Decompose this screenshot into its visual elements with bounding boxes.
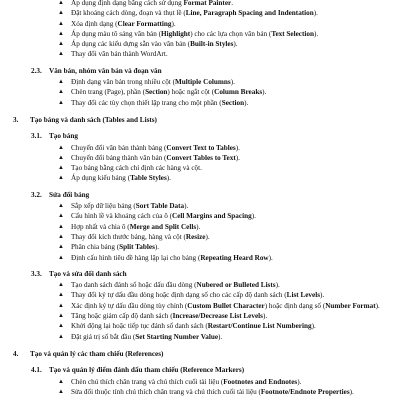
text-run: Chèn trang (Page), phần ( (71, 88, 146, 97)
text-run: ). (171, 19, 176, 28)
triangle-bullet-icon: ▲ (58, 333, 64, 340)
bold-term: Custom Bullet Character (187, 301, 265, 310)
list-item (58, 242, 399, 252)
text-run: ) hoặc định dạng số ( (264, 301, 326, 310)
section-number: 3.2. (31, 190, 42, 199)
subsection-heading (0, 66, 400, 76)
list-item (58, 290, 399, 300)
text-run: ). (320, 291, 325, 300)
text-run: Phân chia bảng ( (71, 243, 120, 252)
text-run: ). (154, 243, 160, 252)
list-item (58, 253, 399, 263)
text-run: Áp dụng định dạng bằng cách sử dụng (71, 0, 184, 7)
list-item (58, 153, 399, 163)
text-run: Tăng hoặc giảm cấp độ danh sách ( (71, 312, 173, 321)
bold-term: Format Painter (183, 0, 232, 7)
triangle-bullet-icon: ▲ (58, 223, 64, 230)
triangle-bullet-icon: ▲ (58, 323, 64, 330)
bold-term: Cell Margins and Spacing (172, 212, 252, 221)
text-run: Áp dụng màu tô sáng văn bản ( (71, 29, 162, 38)
list-item (58, 49, 399, 59)
text-run: ). (313, 29, 319, 38)
text-run: Khởi động lại hoặc tiếp tục đánh số danh sách ( (71, 322, 208, 331)
text-run: Áp dụng các kiểu dựng sẵn vào văn bản ( (71, 40, 191, 49)
text-run: Thay đổi kích thước bảng, hàng và cột ( (71, 232, 186, 241)
list-item (58, 211, 399, 221)
text-run: ) hoặc ngắt cột ( (167, 88, 215, 97)
section-title: Tạo bảng và danh sách (Tables and Lists) (30, 115, 157, 124)
text-run: Định cấu hình tiêu đề hàng lặp lại cho bảng ( (71, 253, 201, 262)
text-run: Định dạng văn bản trong nhiều cột ( (71, 78, 175, 87)
text-run: Chèn chú thích chân trang và chú thích cuối tài liệu ( (71, 377, 224, 386)
text-run: Thay đổi các tùy chọn thiết lập trang cho một phần ( (71, 98, 222, 107)
bold-term: Number Format (325, 301, 376, 310)
bold-term: Sort Table Data (135, 202, 185, 211)
triangle-bullet-icon: ▲ (58, 20, 64, 27)
text-run: Sắp xếp dữ liệu bảng ( (71, 202, 136, 211)
list-item (58, 377, 399, 387)
triangle-bullet-icon: ▲ (58, 388, 64, 395)
list-item (58, 232, 399, 242)
triangle-bullet-icon: ▲ (58, 302, 64, 309)
text-run: ). (205, 232, 210, 241)
text-run: Hợp nhất và chia ô ( (71, 222, 130, 231)
section-title: Văn bản, nhóm văn bản và đoạn văn (49, 66, 162, 75)
text-run: ). (262, 88, 267, 97)
triangle-bullet-icon: ▲ (58, 244, 64, 251)
text-run: Thay đổi văn bản thành WordArt. (71, 50, 168, 59)
section-title: Tạo và sửa đổi danh sách (49, 269, 127, 278)
bold-term: List Levels (286, 291, 321, 300)
text-run: . (231, 0, 233, 7)
list-item (58, 201, 399, 211)
text-run: Chuyển đổi văn bản thành bảng ( (71, 143, 167, 152)
section-number: 4. (13, 349, 19, 358)
bold-term: Section (145, 88, 168, 97)
bold-term: Clear Formatting (117, 19, 172, 28)
triangle-bullet-icon: ▲ (58, 233, 64, 240)
text-run: ). (313, 9, 318, 18)
bold-term: Merge and Split Cells (129, 222, 197, 231)
bold-term: Footnote/Endnote Properties (260, 387, 350, 396)
text-run: Sửa đổi thuộc tính chú thích chân trang và chú thích cuối tài liệu ( (71, 387, 261, 396)
text-run: ). (275, 281, 280, 290)
list-item (58, 39, 399, 49)
list-item (58, 98, 399, 108)
text-run: Tạo bảng bằng cách chỉ định các hàng và cột. (71, 164, 202, 173)
list-item (58, 0, 399, 8)
bold-term: Multiple Columns (175, 78, 231, 87)
text-run: ). (268, 253, 273, 262)
section-number: 3. (13, 115, 19, 124)
triangle-bullet-icon: ▲ (58, 144, 64, 151)
triangle-bullet-icon: ▲ (58, 89, 64, 96)
list-item (58, 143, 399, 153)
list-item (58, 173, 399, 183)
list-item (58, 387, 399, 397)
bold-term: Nubered or Bulleted Lists (196, 281, 276, 290)
section-number: 2.3. (31, 66, 42, 75)
list-item (58, 29, 399, 39)
text-run: ). (311, 322, 316, 331)
bold-term: Table Styles (130, 174, 167, 183)
bold-term: Text Selection (271, 29, 314, 38)
bold-term: Resize (185, 232, 206, 241)
bold-term: Restart/Continue List Numbering (207, 322, 312, 331)
bold-term: Split Tables (119, 243, 155, 252)
list-item (58, 77, 399, 87)
list-item (58, 8, 399, 18)
subsection-heading (0, 269, 400, 279)
subsection-heading (0, 365, 400, 375)
bold-term: Footnotes and Endnotes (223, 377, 298, 386)
text-run: Xác định ký tự dấu đầu dòng tùy chỉnh ( (71, 301, 188, 310)
text-run: ). (349, 387, 354, 396)
text-run: ). (262, 312, 268, 321)
text-run: Chuyển đổi bảng thành văn bản ( (71, 153, 167, 162)
list-item (58, 321, 399, 331)
text-run: ) cho các lựa chọn văn bản ( (190, 29, 272, 38)
list-item (58, 19, 399, 29)
section-number: 4.1. (31, 366, 42, 375)
section-title: Sửa đổi bảng (49, 190, 90, 199)
triangle-bullet-icon: ▲ (58, 30, 64, 37)
triangle-bullet-icon: ▲ (58, 313, 64, 320)
section-heading (0, 115, 400, 125)
text-run: ). (230, 78, 235, 87)
text-run: ). (196, 222, 201, 231)
triangle-bullet-icon: ▲ (58, 79, 64, 86)
section-title: Tạo bảng (49, 132, 78, 141)
list-item (58, 280, 399, 290)
text-run: ). (251, 212, 256, 221)
triangle-bullet-icon: ▲ (58, 378, 64, 385)
bold-term: Set Starting Number Value (135, 332, 219, 341)
bold-term: Convert Tables to Text (166, 153, 236, 162)
bold-term: Repeating Heard Row (200, 253, 269, 262)
triangle-bullet-icon: ▲ (58, 165, 64, 172)
section-title: Tạo và quản lý các tham chiếu (References) (30, 349, 164, 358)
section-heading (0, 349, 400, 359)
triangle-bullet-icon: ▲ (58, 203, 64, 210)
list-item (58, 222, 399, 232)
triangle-bullet-icon: ▲ (58, 99, 64, 106)
text-run: ). (297, 377, 302, 386)
bold-term: Column Breaks (214, 88, 263, 97)
bold-term: Built-in Styles (190, 40, 234, 49)
triangle-bullet-icon: ▲ (58, 51, 64, 58)
triangle-bullet-icon: ▲ (58, 175, 64, 182)
list-item (58, 301, 399, 311)
text-run: ). (218, 332, 223, 341)
text-run: ). (166, 174, 171, 183)
section-number: 3.3. (31, 269, 42, 278)
text-run: Đặt khoảng cách dòng, đoạn và thụt lề ( (71, 9, 186, 18)
bold-term: Highlight (161, 29, 191, 38)
list-item (58, 311, 399, 321)
triangle-bullet-icon: ▲ (58, 282, 64, 289)
bold-term: Increase/Decrease List Levels (172, 312, 263, 321)
triangle-bullet-icon: ▲ (58, 292, 64, 299)
text-run: ). (375, 301, 380, 310)
text-run: ). (235, 153, 240, 162)
triangle-bullet-icon: ▲ (58, 41, 64, 48)
bold-term: Line, Paragraph Spacing and Indentation (185, 9, 314, 18)
text-run: ). (244, 98, 249, 107)
list-item (58, 332, 399, 342)
text-run: ). (235, 143, 240, 152)
text-run: Thay đổi ký tự dấu đầu dòng hoặc định dạng số cho các cấp độ danh sách ( (71, 291, 287, 300)
text-run: Tạo danh sách đánh số hoặc dấu đầu dòng ( (71, 281, 197, 290)
text-run: Đặt giá trị số bắt đầu ( (71, 332, 136, 341)
bold-term: Convert Text to Tables (166, 143, 236, 152)
section-number: 3.1. (31, 132, 42, 141)
subsection-heading (0, 131, 400, 141)
subsection-heading (0, 190, 400, 200)
bold-term: Section (221, 98, 245, 107)
section-title: Tạo và quản lý điểm đánh dấu tham chiếu (Reference Markers) (49, 366, 245, 375)
triangle-bullet-icon: ▲ (58, 10, 64, 17)
list-item (58, 163, 399, 173)
triangle-bullet-icon: ▲ (58, 213, 64, 220)
triangle-bullet-icon: ▲ (58, 0, 64, 6)
triangle-bullet-icon: ▲ (58, 254, 64, 261)
text-run: ). (184, 202, 189, 211)
text-run: Cấu hình lề và khoảng cách của ô ( (71, 212, 172, 221)
list-item (58, 87, 399, 97)
triangle-bullet-icon: ▲ (58, 154, 64, 161)
text-run: Xóa định dạng ( (71, 19, 118, 28)
text-run: Áp dụng kiểu bảng ( (71, 174, 131, 183)
text-run: ). (233, 40, 238, 49)
